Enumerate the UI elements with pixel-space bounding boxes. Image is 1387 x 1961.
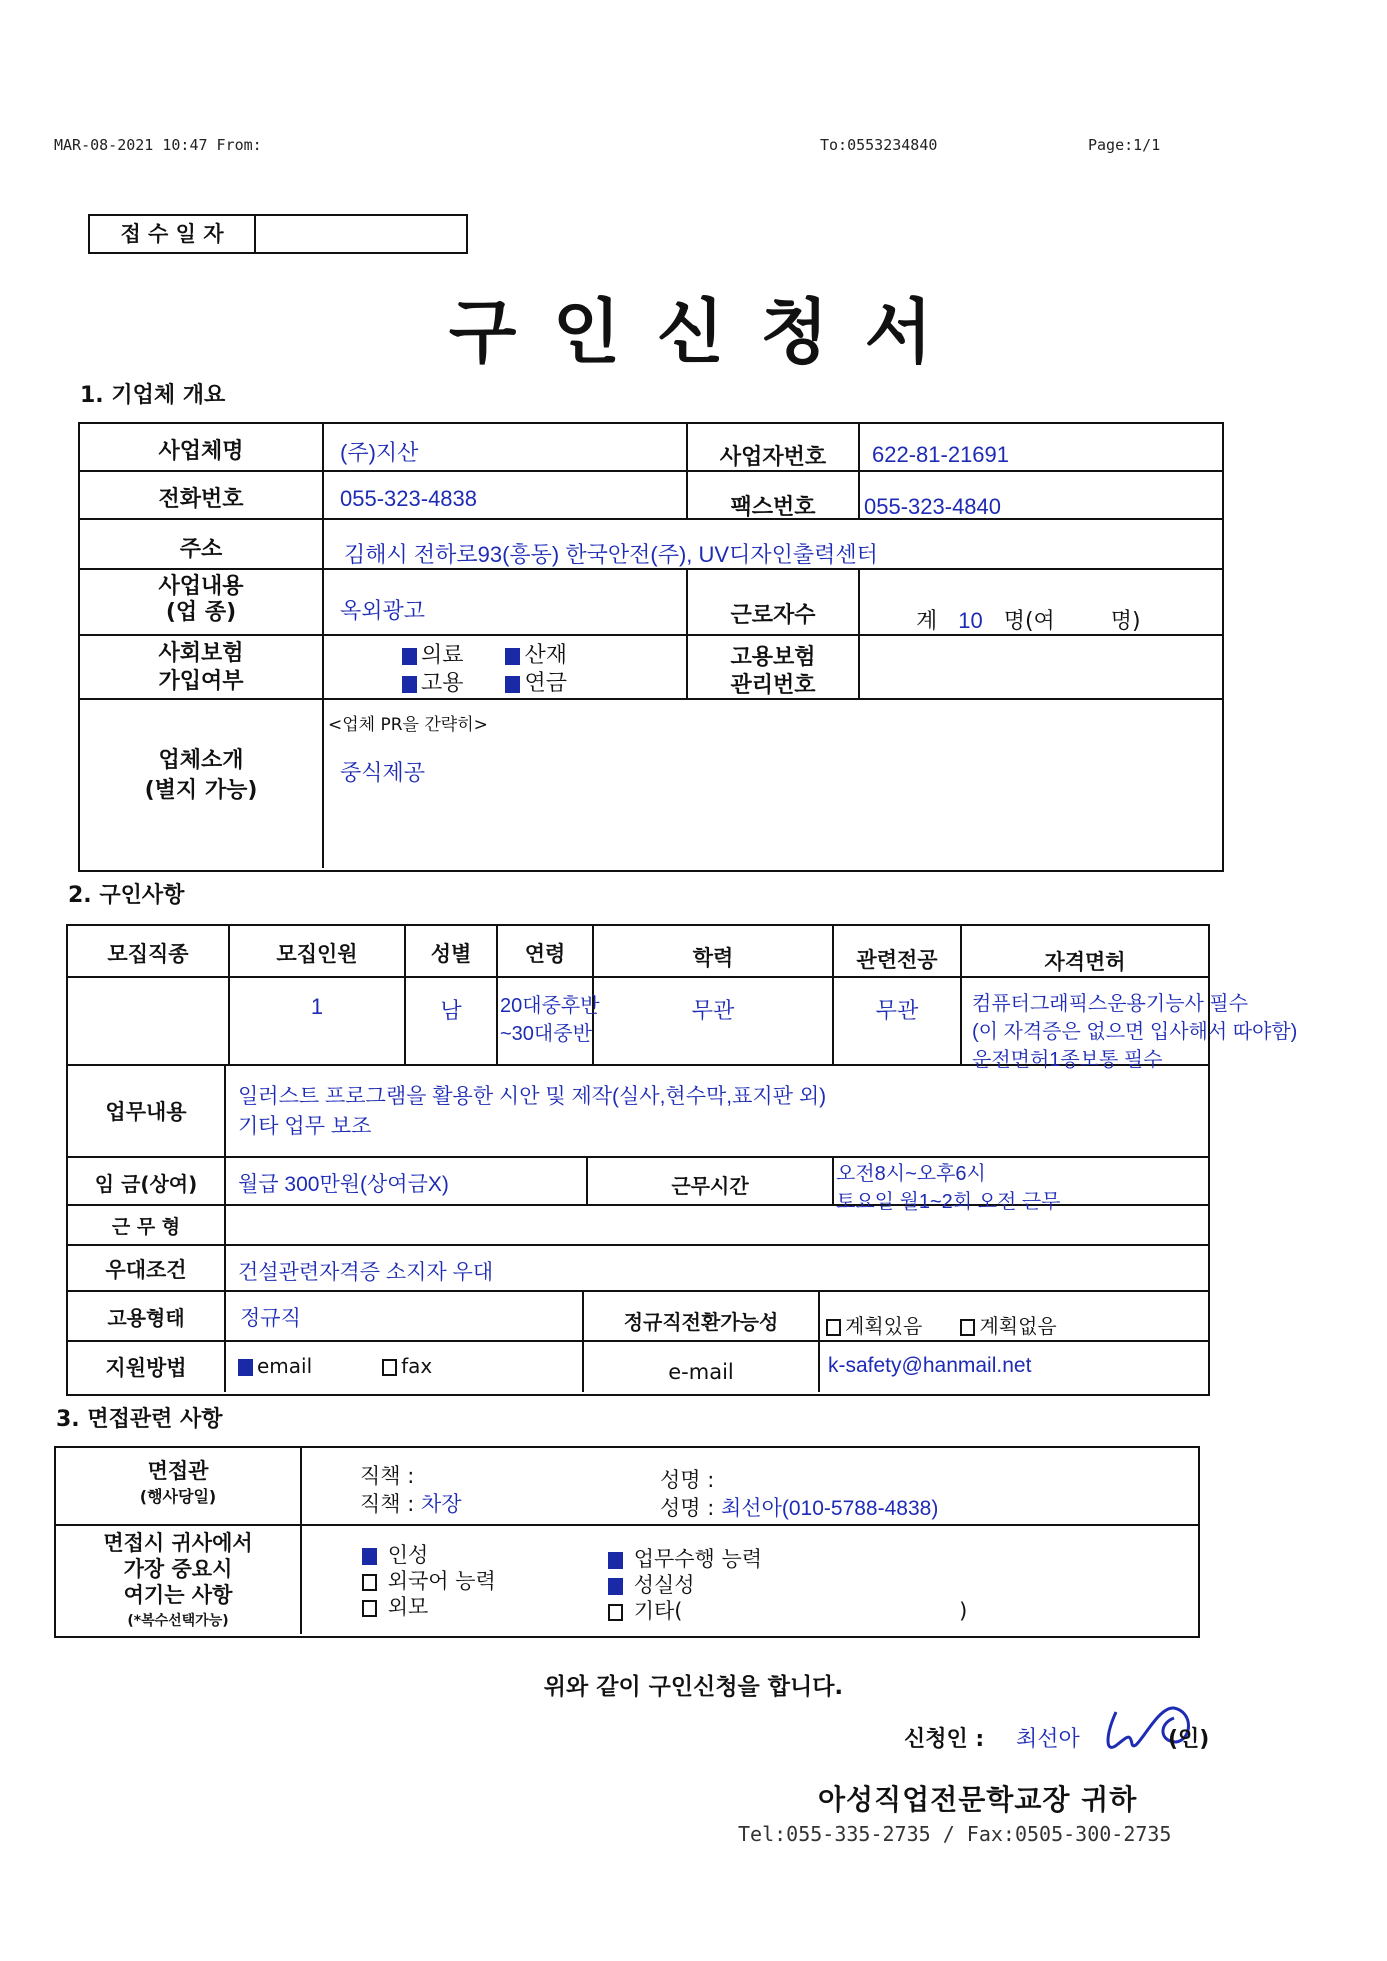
col-gender: 성별 xyxy=(430,942,472,966)
age-value: 20대중후반 ~30대중반 xyxy=(500,995,600,1045)
apply-fax-checkbox[interactable] xyxy=(382,1359,397,1376)
company-name-label: 사업체명 xyxy=(158,439,244,464)
business-label: 사업내용 (업 종) xyxy=(158,574,244,625)
address-label: 주소 xyxy=(179,537,223,562)
email-value: k-safety@hanmail.net xyxy=(828,1354,1032,1377)
education-value: 무관 xyxy=(691,998,735,1023)
col-job-type: 모집직종 xyxy=(107,942,189,966)
wage-label: 임 금(상여) xyxy=(94,1172,198,1196)
col-license: 자격면허 xyxy=(1044,950,1126,974)
workers-value: 계 10 명(여 명) xyxy=(916,608,1141,634)
intro-hint: <업체 PR을 간략히> xyxy=(328,715,488,735)
fax-label: 팩스번호 xyxy=(730,495,816,520)
duty-value: 일러스트 프로그램을 활용한 시안 및 제작(실사,현수막,표지판 외) 기타 업무 보조 xyxy=(238,1085,827,1138)
interviewer-position: 직책 : 직책 : 차장 xyxy=(360,1464,462,1516)
address-value: 김해시 전하로93(흥동) 한국안전(주), UV디자인출력센터 xyxy=(344,542,878,567)
license-value: 컴퓨터그래픽스운용기능사 필수 (이 자격증은 없으면 입사해서 따야함) 운전면허1종보통 필수 xyxy=(972,993,1298,1071)
shift-label: 근 무 형 xyxy=(111,1216,181,1238)
apply-method-label: 지원방법 xyxy=(105,1356,187,1380)
priority-label: 면접시 귀사에서 가장 중요시 여기는 사항 (*복수선택가능) xyxy=(103,1531,253,1629)
col-major: 관련전공 xyxy=(856,948,938,972)
appearance-checkbox[interactable] xyxy=(362,1600,377,1617)
intro-value: 중식제공 xyxy=(340,760,426,785)
apply-options: email fax xyxy=(238,1354,432,1378)
benefit-label: 우대조건 xyxy=(105,1258,187,1282)
fax-value: 055-323-4840 xyxy=(864,494,1002,519)
insurance-employment-checkbox[interactable] xyxy=(402,676,417,693)
email-label: e-mail xyxy=(668,1360,734,1384)
footer-contact: Tel:055-335-2735 / Fax:0505-300-2735 xyxy=(738,1822,1172,1846)
intro-label: 업체소개 (별지 가능) xyxy=(144,748,258,803)
phone-value: 055-323-4838 xyxy=(340,486,478,511)
apply-email-checkbox[interactable] xyxy=(238,1359,253,1376)
applicant-name: 최선아 xyxy=(1016,1726,1080,1751)
applicant-label: 신청인 : xyxy=(904,1727,985,1752)
biz-no-label: 사업자번호 xyxy=(719,445,827,470)
hours-value: 오전8시~오후6시 토요일 월1~2회 오전 근무 xyxy=(836,1163,1061,1213)
fax-datetime: MAR-08-2021 10:47 From: xyxy=(54,136,262,154)
receipt-date-box xyxy=(88,214,468,254)
insurance-accident-checkbox[interactable] xyxy=(505,648,520,665)
recipient: 아성직업전문학교장 귀하 xyxy=(818,1783,1138,1816)
insurance-medical-checkbox[interactable] xyxy=(402,648,417,665)
employment-insurance-no-label: 고용보험 관리번호 xyxy=(730,645,816,698)
workers-label: 근로자수 xyxy=(730,603,816,628)
page-title: 구 인 신 청 서 xyxy=(448,291,939,373)
insurance-options: 의료 산재 고용 연금 xyxy=(402,642,567,698)
col-headcount: 모집인원 xyxy=(276,942,358,966)
benefit-value: 건설관련자격증 소지자 우대 xyxy=(238,1261,494,1284)
wage-value: 월급 300만원(상여금X) xyxy=(238,1173,449,1196)
language-checkbox[interactable] xyxy=(362,1574,377,1591)
receipt-date-label: 접 수 일 자 xyxy=(90,216,256,252)
priority-options-right: 업무수행 능력 성실성 기타( ) xyxy=(608,1546,967,1624)
fax-to: To:0553234840 xyxy=(820,136,938,154)
insurance-pension-checkbox[interactable] xyxy=(505,676,520,693)
personality-checkbox[interactable] xyxy=(362,1548,377,1565)
employment-type-value: 정규직 xyxy=(240,1307,301,1330)
duty-label: 업무내용 xyxy=(105,1100,187,1124)
gender-value: 남 xyxy=(440,998,462,1023)
col-age: 연령 xyxy=(524,942,566,966)
insurance-label: 사회보험 가입여부 xyxy=(158,641,244,694)
major-value: 무관 xyxy=(875,998,919,1023)
company-name-value: (주)지산 xyxy=(340,440,419,465)
section2-title: 2. 구인사항 xyxy=(68,883,185,908)
fax-page: Page:1/1 xyxy=(1088,136,1161,154)
interviewer-name: 성명 : 성명 : 최선아(010-5788-4838) xyxy=(660,1468,939,1520)
business-value: 옥외광고 xyxy=(340,598,426,623)
sincerity-checkbox[interactable] xyxy=(608,1578,623,1595)
other-checkbox[interactable] xyxy=(608,1604,623,1621)
conversion-label: 정규직전환가능성 xyxy=(623,1310,779,1334)
priority-options-left: 인성 외국어 능력 외모 xyxy=(362,1542,496,1620)
headcount-value: 1 xyxy=(310,994,324,1019)
section1-title: 1. 기업체 개요 xyxy=(80,383,226,408)
plan-no-checkbox[interactable] xyxy=(960,1319,975,1336)
ability-checkbox[interactable] xyxy=(608,1552,623,1569)
seal-mark: (인) xyxy=(1168,1727,1210,1752)
conversion-options: 계획있음 계획없음 xyxy=(826,1310,1057,1339)
hours-label: 근무시간 xyxy=(671,1174,749,1198)
phone-label: 전화번호 xyxy=(158,487,244,512)
section3-title: 3. 면접관련 사항 xyxy=(56,1407,223,1432)
col-education: 학력 xyxy=(692,946,734,970)
interviewer-label: 면접관 (행사당일) xyxy=(139,1459,217,1506)
biz-no-value: 622-81-21691 xyxy=(872,442,1010,467)
closing-statement: 위와 같이 구인신청을 합니다. xyxy=(543,1674,844,1700)
plan-yes-checkbox[interactable] xyxy=(826,1319,841,1336)
employment-type-label: 고용형태 xyxy=(107,1306,185,1330)
